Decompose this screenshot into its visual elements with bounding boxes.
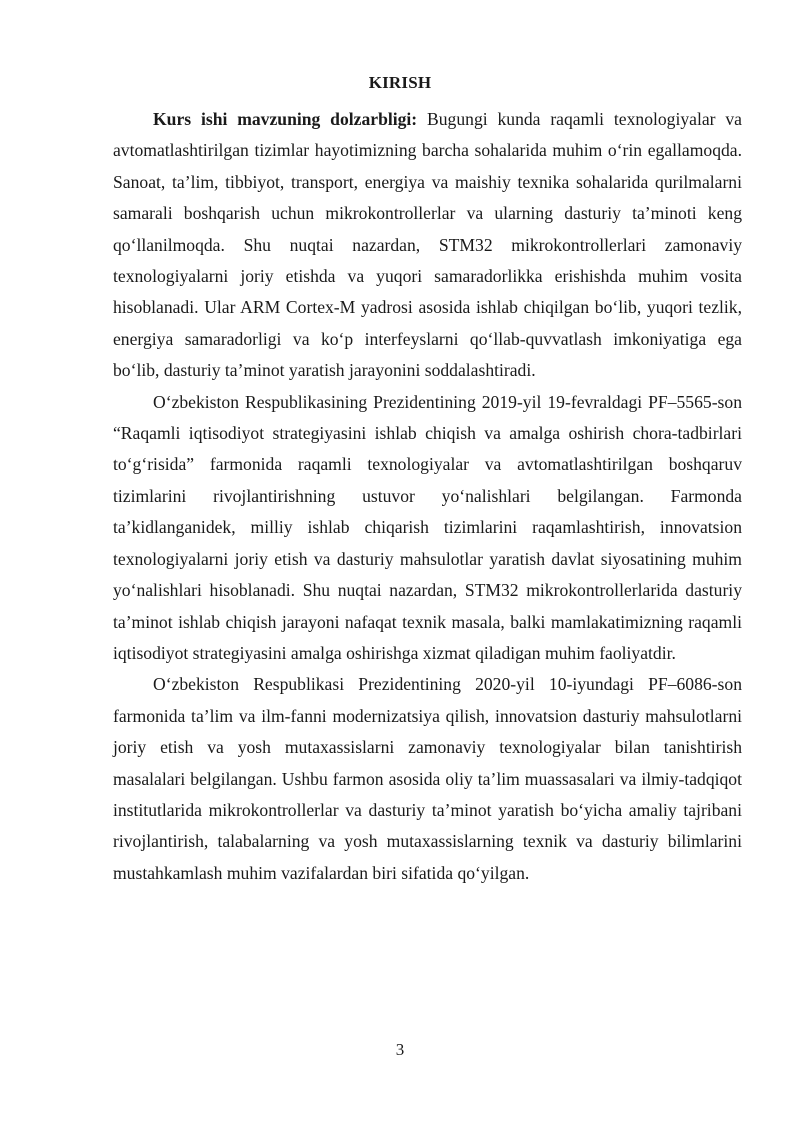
paragraph-relevance xyxy=(113,104,742,387)
paragraph-decree-2020 xyxy=(113,669,742,889)
section-heading: KIRISH xyxy=(368,73,432,92)
paragraph-lead: Kurs ishi mavzuning dolzarbligi: xyxy=(153,109,418,129)
paragraph-text: Bugungi kunda raqamli texnologiyalar va avtomatlashtirilgan tizimlar hayotimizning barcha sohalarida muhim o‘rin egallamoqda. Sanoat, ta’lim, tibbiyot, transport, energiya va maishiy texnika sohalarida qurilmalarni samarali boshqarish uchun mikrokontrollerlar va ularning dasturiy ta’minoti keng qo‘llanilmoqda. Shu nuqtai nazardan, STM32 mikrokontrollerlari zamonaviy texnologiyalarni joriy etishda va yuqori samaradorlikka erishishda muhim vosita hisoblanadi. Ular ARM Cortex-M yadrosi asosida ishlab chiqilgan bo‘lib, yuqori tezlik, energiya samaradorligi va ko‘p interfeyslarni qo‘llab-quvvatlash imkoniyatiga ega bo‘lib, dasturiy ta’minot yaratish jarayonini soddalashtiradi. xyxy=(113,109,742,381)
paragraph-text: O‘zbekiston Respublikasining Prezidentining 2019-yil 19-fevraldagi PF–5565-son “Raqamli iqtisodiyot strategiyasini ishlab chiqish va amalga oshirish chora-tadbirlari to‘g‘risida” farmonida raqamli texnologiyalar va avtomatlashtirilgan boshqaruv tizimlarini rivojlantirishning ustuvor yo‘nalishlari belgilangan. Farmonda ta’kidlanganidek, milliy ishlab chiqarish tizimlarini raqamlashtirish, innovatsion texnologiyalarni joriy etish va dasturiy mahsulotlar yaratish davlat siyosatining muhim yo‘nalishlari hisoblanadi. Shu nuqtai nazardan, STM32 mikrokontrollerlarida dasturiy ta’minot ishlab chiqish jarayoni nafaqat texnik masala, balki mamlakatimizning raqamli iqtisodiyot strategiyasini amalga oshirishga xizmat qiladigan muhim faoliyatdir. xyxy=(113,391,742,663)
page-number: 3 xyxy=(395,1040,405,1059)
paragraph-text: O‘zbekiston Respublikasi Prezidentining 2020-yil 10-iyundagi PF–6086-son farmonida ta’lim va ilm-fanni modernizatsiya qilish, innovatsion dasturiy mahsulotlarni joriy etish va yosh mutaxassislarni zamonaviy texnologiyalar bilan tanishtirish masalalari belgilangan. Ushbu farmon asosida oliy ta’lim muassasalari va ilmiy-tadqiqot institutlarida mikrokontrollerlar va dasturiy ta’minot yaratish bo‘yicha amaliy tajribani rivojlantirish, talabalarning va yosh mutaxassislarning texnik va dasturiy bilimlarini mustahkamlash muhim vazifalardan biri sifatida qo‘yilgan. xyxy=(113,674,742,883)
body-text xyxy=(113,104,742,889)
paragraph-decree-2019 xyxy=(113,387,742,670)
